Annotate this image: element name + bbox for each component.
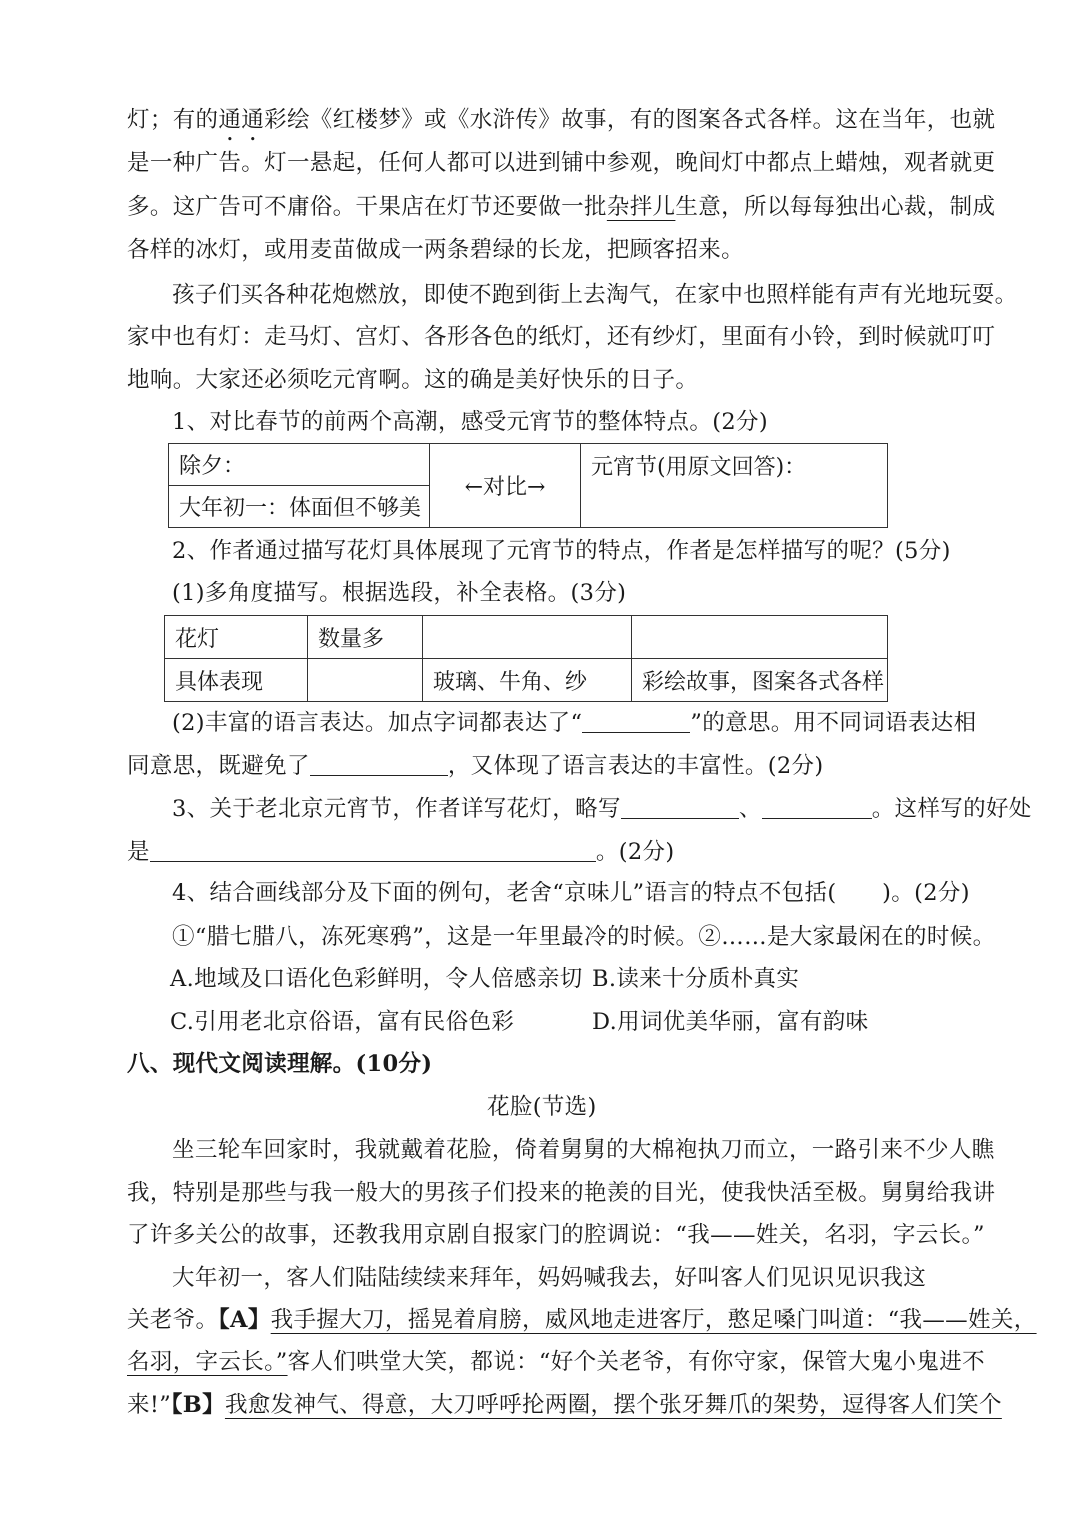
chuyi-cell: 大年初一：体面但不够美	[169, 486, 430, 528]
q1-compare-table	[168, 443, 888, 528]
question-2: 2、作者通过描写花灯具体展现了元宵节的特点，作者是怎样描写的呢？(5分)	[172, 538, 951, 564]
article-line-3: 了许多关公的故事，还教我用京剧自报家门的腔调说：“我——姓关，名羽，字云长。”	[127, 1222, 985, 1248]
article-line-2: 我，特别是那些与我一般大的男孩子们投来的艳羡的目光，使我快活至极。舅舅给我讲	[127, 1180, 996, 1206]
article-line-4: 大年初一，客人们陆陆续续来拜年，妈妈喊我去，好叫客人们见识见识我这	[172, 1265, 927, 1291]
question-2-sub2: (2)丰富的语言表达。加点字词都表达了“ ”的意思。用不同词语表达相	[172, 710, 977, 736]
mark-a: 【A】	[218, 1307, 271, 1333]
chuxi-cell[interactable]: 除夕：	[169, 444, 430, 486]
option-a[interactable]: A.地域及口语化色彩鲜明，令人倍感亲切	[170, 966, 583, 992]
passage-line-2: 是一种广告。灯一悬起，任何人都可以进到铺中参观，晚间灯中都点上蜡烛，观者就更	[127, 150, 996, 176]
underlined-word: 杂拌儿	[606, 194, 676, 220]
passage-line-1: 灯；有的通通彩绘《红楼梦》或《水浒传》故事，有的图案各式各样。这在当年，也就	[127, 107, 996, 133]
compare-arrow: ←对比→	[430, 444, 581, 528]
answer-blank[interactable]	[150, 839, 596, 862]
question-4: 4、结合画线部分及下面的例句，老舍“京味儿”语言的特点不包括( )。(2分)	[172, 880, 970, 906]
passage-line-6: 家中也有灯：走马灯、宫灯、各形各色的纸灯，还有纱灯，里面有小铃，到时候就叮叮	[127, 324, 996, 350]
option-b[interactable]: B.读来十分质朴真实	[592, 966, 800, 992]
blank-cell-1[interactable]	[423, 616, 632, 659]
option-d[interactable]: D.用词优美华丽，富有韵味	[592, 1009, 869, 1035]
question-3: 3、关于老北京元宵节，作者详写花灯，略写 、 。这样写的好处	[172, 796, 1032, 822]
question-2-sub1: (1)多角度描写。根据选段，补全表格。(3分)	[172, 580, 627, 606]
answer-blank[interactable]	[310, 753, 448, 776]
option-c[interactable]: C.引用老北京俗语，富有民俗色彩	[170, 1009, 515, 1035]
question-4-example: ①“腊七腊八，冻死寒鸦”，这是一年里最冷的时候。②……是大家最闲在的时候。	[172, 924, 996, 950]
quantity-cell: 数量多	[308, 616, 423, 659]
passage-line-4: 各样的冰灯，或用麦苗做成一两条碧绿的长龙，把顾客招来。	[127, 237, 744, 263]
passage-line-3: 多。这广告可不庸俗。干果店在灯节还要做一批杂拌儿生意，所以每每独出心裁，制成	[127, 194, 996, 220]
lantern-table	[164, 615, 888, 702]
detail-label: 具体表现	[165, 659, 308, 702]
article-title: 花脸(节选)	[487, 1094, 597, 1120]
blank-cell-2[interactable]	[632, 616, 888, 659]
article-line-6: 名羽，字云长。”客人们哄堂大笑，都说：“好个关老爷，有你守家，保管大鬼小鬼进不	[127, 1349, 985, 1375]
underlined-sentence-a: 我手握大刀，摇晃着肩膀，威风地走进客厅，憨足嗓门叫道：“我——姓关，	[270, 1307, 1037, 1333]
article-line-1: 坐三轮车回家时，我就戴着花脸，倚着舅舅的大棉袍执刀而立，一路引来不少人瞧	[172, 1137, 995, 1163]
yuanxiao-cell[interactable]: 元宵节(用原文回答)：	[581, 444, 888, 528]
passage-line-5: 孩子们买各种花炮燃放，即使不跑到街上去淘气，在家中也照样能有声有光地玩耍。	[172, 282, 1018, 308]
blank-cell-3[interactable]	[308, 659, 423, 702]
question-1: 1、对比春节的前两个高潮，感受元宵节的整体特点。(2分)	[172, 409, 768, 435]
section-heading: 八、现代文阅读理解。(10分)	[127, 1051, 433, 1077]
answer-blank[interactable]	[762, 796, 872, 819]
underlined-sentence-b: 我愈发神气、得意，大刀呼呼抡两圈，摆个张牙舞爪的架势，逗得客人们笑个	[224, 1392, 1002, 1418]
article-line-7: 来!”【B】我愈发神气、得意，大刀呼呼抡两圈，摆个张牙舞爪的架势，逗得客人们笑个	[127, 1392, 1002, 1418]
article-line-5: 关老爷。【A】我手握大刀，摇晃着肩膀，威风地走进客厅，憨足嗓门叫道：“我——姓关，	[127, 1307, 1037, 1333]
mark-b: 【B】	[171, 1392, 225, 1418]
lantern-label: 花灯	[165, 616, 308, 659]
answer-blank[interactable]	[582, 710, 690, 733]
question-3-cont: 是 。(2分)	[127, 839, 675, 865]
dotted-word: 通通	[218, 107, 265, 133]
answer-blank[interactable]	[621, 796, 739, 819]
material-cell: 玻璃、牛角、纱	[423, 659, 632, 702]
passage-line-7: 地响。大家还必须吃元宵啊。这的确是美好快乐的日子。	[127, 367, 699, 393]
question-2-sub2-cont: 同意思，既避免了 ，又体现了语言表达的丰富性。(2分)	[127, 753, 824, 779]
pattern-cell: 彩绘故事，图案各式各样	[632, 659, 888, 702]
